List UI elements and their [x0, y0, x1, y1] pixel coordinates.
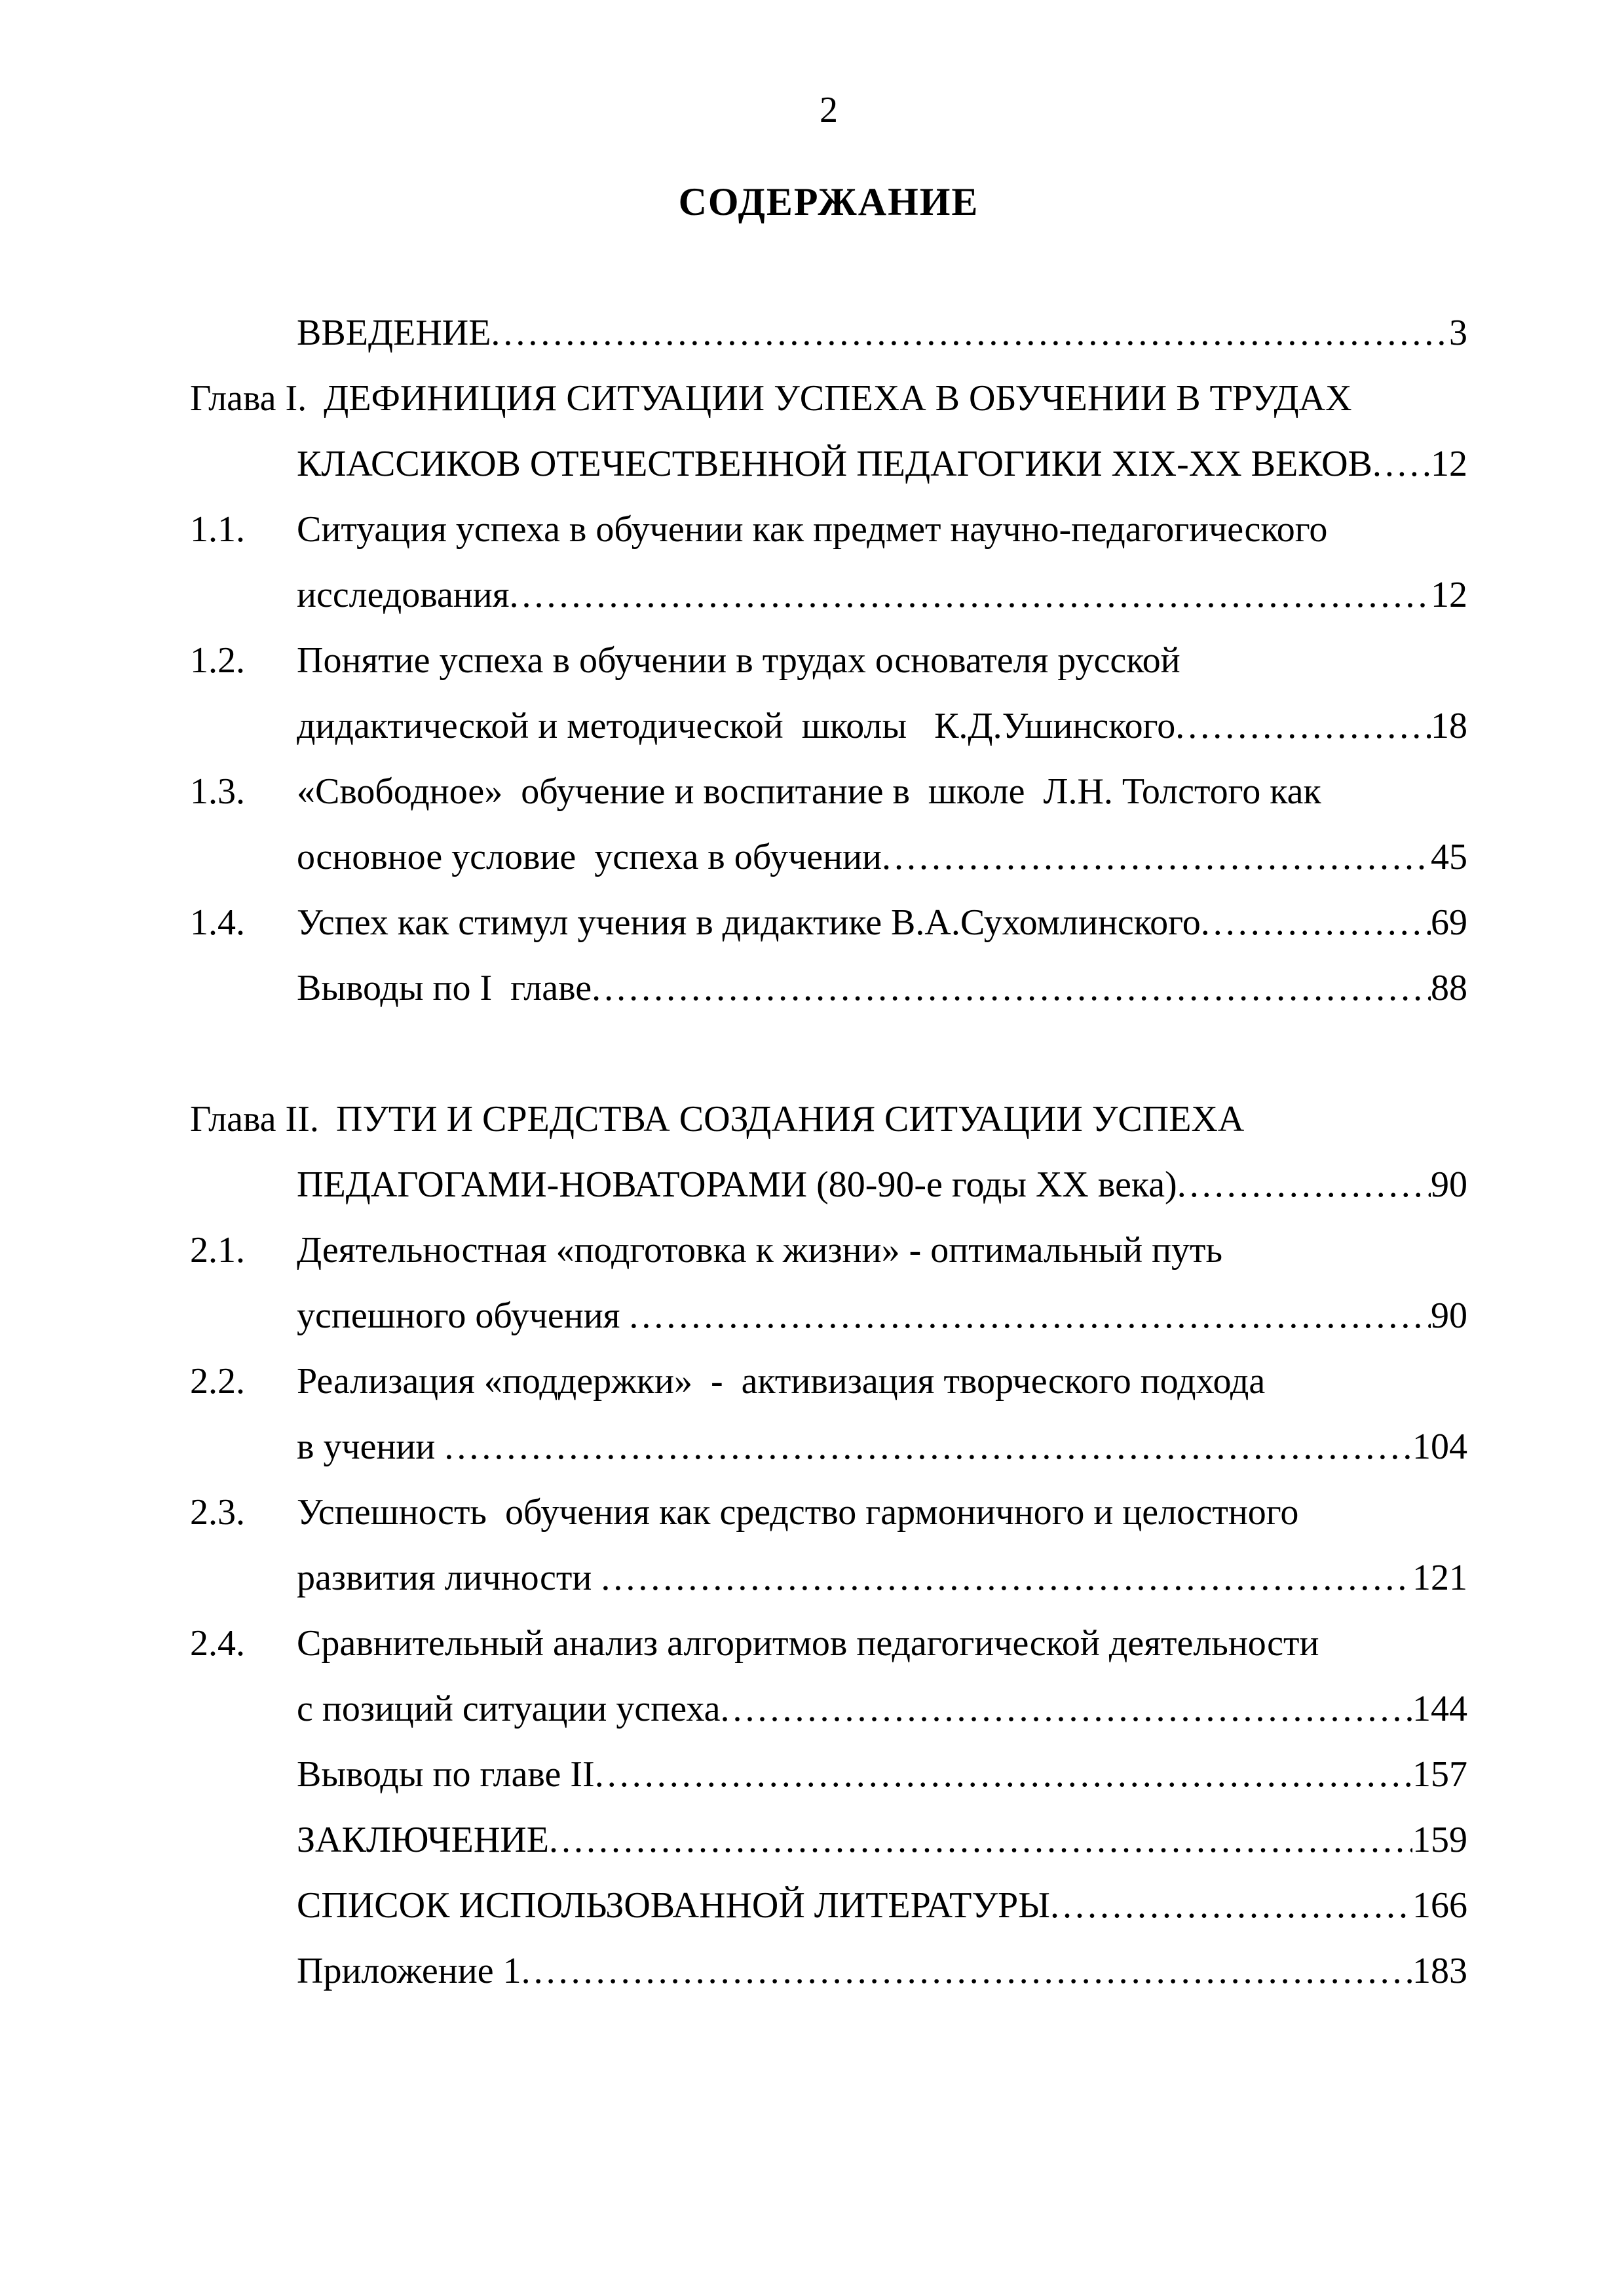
toc-line-conclusions-ch2	[190, 1742, 1467, 1807]
toc-entry-text: Сравнительный анализ алгоритмов педагогической деятельности	[297, 1623, 1319, 1664]
toc-line-zakluchenie	[190, 1807, 1467, 1873]
toc-page-ref: 88	[1431, 968, 1467, 1008]
toc-line-2-2-cont	[190, 1414, 1467, 1480]
toc-entry-text: Реализация «поддержки» - активизация творческого подхода	[297, 1361, 1266, 1402]
toc-entry-number: Глава I.	[190, 378, 307, 419]
toc-line-vvedenie	[190, 300, 1467, 366]
toc-page-ref: 157	[1412, 1754, 1467, 1795]
toc-entry-text: исследования	[297, 575, 510, 615]
toc-entry-number: Глава II.	[190, 1099, 319, 1139]
toc-page-ref: 45	[1431, 837, 1467, 877]
toc-page-ref: 3	[1449, 313, 1467, 353]
toc-page-ref: 90	[1431, 1295, 1467, 1336]
toc-entry-text: «Свободное» обучение и воспитание в школе Л.Н. Толстого как	[297, 771, 1321, 812]
toc-page-ref: 121	[1412, 1558, 1467, 1598]
page-title: СОДЕРЖАНИЕ	[678, 180, 979, 223]
dot-leader	[720, 1676, 1412, 1742]
dot-leader	[521, 1938, 1412, 2004]
toc-line-chapter-2-cont	[190, 1152, 1467, 1217]
toc-entry-text: Понятие успеха в обучении в трудах основателя русской	[297, 640, 1180, 681]
dot-leader	[1372, 431, 1431, 497]
toc-entry-text: Успех как стимул учения в дидактике В.А.Сухомлинского	[297, 902, 1201, 943]
toc-entry-text: Успешность обучения как средство гармоничного и целостного	[297, 1492, 1299, 1533]
blank-line	[190, 1021, 1467, 1086]
toc-entry-number: 2.3.	[190, 1492, 245, 1533]
toc-entry-text: ПЕДАГОГАМИ-НОВАТОРАМИ (80-90-е годы XX века)	[297, 1164, 1177, 1205]
dot-leader	[1177, 1152, 1431, 1217]
toc-entry-number: 1.2.	[190, 640, 245, 681]
toc-line-2-2	[190, 1349, 1467, 1414]
toc-line-1-3	[190, 759, 1467, 824]
toc-entry-text: развития личности	[297, 1558, 601, 1598]
toc-entry-text: Выводы по I главе	[297, 968, 592, 1008]
toc-line-2-3-cont	[190, 1545, 1467, 1611]
toc-entry-text: СПИСОК ИСПОЛЬЗОВАННОЙ ЛИТЕРАТУРЫ	[297, 1885, 1050, 1926]
dot-leader	[601, 1545, 1412, 1611]
table-of-contents	[190, 300, 1467, 2004]
toc-entry-text: ЗАКЛЮЧЕНИЕ	[297, 1820, 549, 1860]
toc-line-1-3-cont	[190, 824, 1467, 890]
dot-leader	[1175, 693, 1431, 759]
toc-entry-text: с позиций ситуации успеха	[297, 1689, 721, 1729]
toc-entry-number: 1.1.	[190, 509, 245, 550]
toc-page-ref: 159	[1412, 1820, 1467, 1860]
toc-line-1-2-cont	[190, 693, 1467, 759]
toc-entry-number: 2.1.	[190, 1230, 245, 1271]
toc-page-ref: 144	[1412, 1689, 1467, 1729]
toc-line-chapter-2	[190, 1086, 1467, 1152]
toc-line-literature	[190, 1873, 1467, 1938]
toc-entry-text: Приложение 1	[297, 1951, 521, 1991]
toc-line-conclusions-ch1	[190, 955, 1467, 1021]
dot-leader	[882, 824, 1431, 890]
dot-leader	[510, 562, 1431, 628]
dot-leader	[595, 1742, 1412, 1807]
toc-entry-text: КЛАССИКОВ ОТЕЧЕСТВЕННОЙ ПЕДАГОГИКИ XIX-XX ВЕКОВ	[297, 444, 1372, 484]
toc-entry-text: ПУТИ И СРЕДСТВА СОЗДАНИЯ СИТУАЦИИ УСПЕХА	[335, 1099, 1245, 1139]
toc-line-1-1	[190, 497, 1467, 562]
toc-entry-text: ВВЕДЕНИЕ	[297, 313, 491, 353]
toc-line-chapter-1-cont	[190, 431, 1467, 497]
toc-entry-number: 1.3.	[190, 771, 245, 812]
toc-line-1-1-cont	[190, 562, 1467, 628]
dot-leader	[592, 955, 1431, 1021]
toc-entry-number: 1.4.	[190, 902, 245, 943]
toc-entry-text: Деятельностная «подготовка к жизни» - оптимальный путь	[297, 1230, 1223, 1271]
toc-line-2-1-cont	[190, 1283, 1467, 1349]
toc-line-1-2	[190, 628, 1467, 693]
toc-page-ref: 18	[1431, 706, 1467, 746]
toc-page-ref: 166	[1412, 1885, 1467, 1926]
toc-page-ref: 69	[1431, 902, 1467, 943]
page-number: 2	[820, 90, 838, 130]
toc-entry-text: основное условие успеха в обучении	[297, 837, 882, 877]
toc-page-ref: 104	[1412, 1426, 1467, 1467]
toc-line-2-1	[190, 1217, 1467, 1283]
dot-leader	[1201, 890, 1431, 955]
dot-leader	[491, 300, 1449, 366]
toc-line-appendix-1	[190, 1938, 1467, 2004]
dot-leader	[1050, 1873, 1412, 1938]
toc-entry-number: 2.2.	[190, 1361, 245, 1402]
toc-entry-text: в учении	[297, 1426, 445, 1467]
toc-page-ref: 183	[1412, 1951, 1467, 1991]
toc-line-2-4-cont	[190, 1676, 1467, 1742]
toc-entry-text: Выводы по главе II	[297, 1754, 595, 1795]
toc-line-2-4	[190, 1611, 1467, 1676]
toc-entry-number: 2.4.	[190, 1623, 245, 1664]
toc-line-chapter-1	[190, 366, 1467, 431]
toc-line-2-3	[190, 1480, 1467, 1545]
dot-leader	[444, 1414, 1412, 1480]
toc-page-ref: 12	[1431, 444, 1467, 484]
toc-entry-text: успешного обучения	[297, 1295, 630, 1336]
toc-entry-text: ДЕФИНИЦИЯ СИТУАЦИИ УСПЕХА В ОБУЧЕНИИ В ТРУДАХ	[324, 378, 1352, 419]
toc-entry-text: дидактической и методической школы К.Д.Ушинского	[297, 706, 1176, 746]
dot-leader	[629, 1283, 1431, 1349]
toc-entry-text: Ситуация успеха в обучении как предмет научно-педагогического	[297, 509, 1328, 550]
toc-line-1-4	[190, 890, 1467, 955]
dot-leader	[549, 1807, 1412, 1873]
toc-page-ref: 90	[1431, 1164, 1467, 1205]
toc-page-ref: 12	[1431, 575, 1467, 615]
